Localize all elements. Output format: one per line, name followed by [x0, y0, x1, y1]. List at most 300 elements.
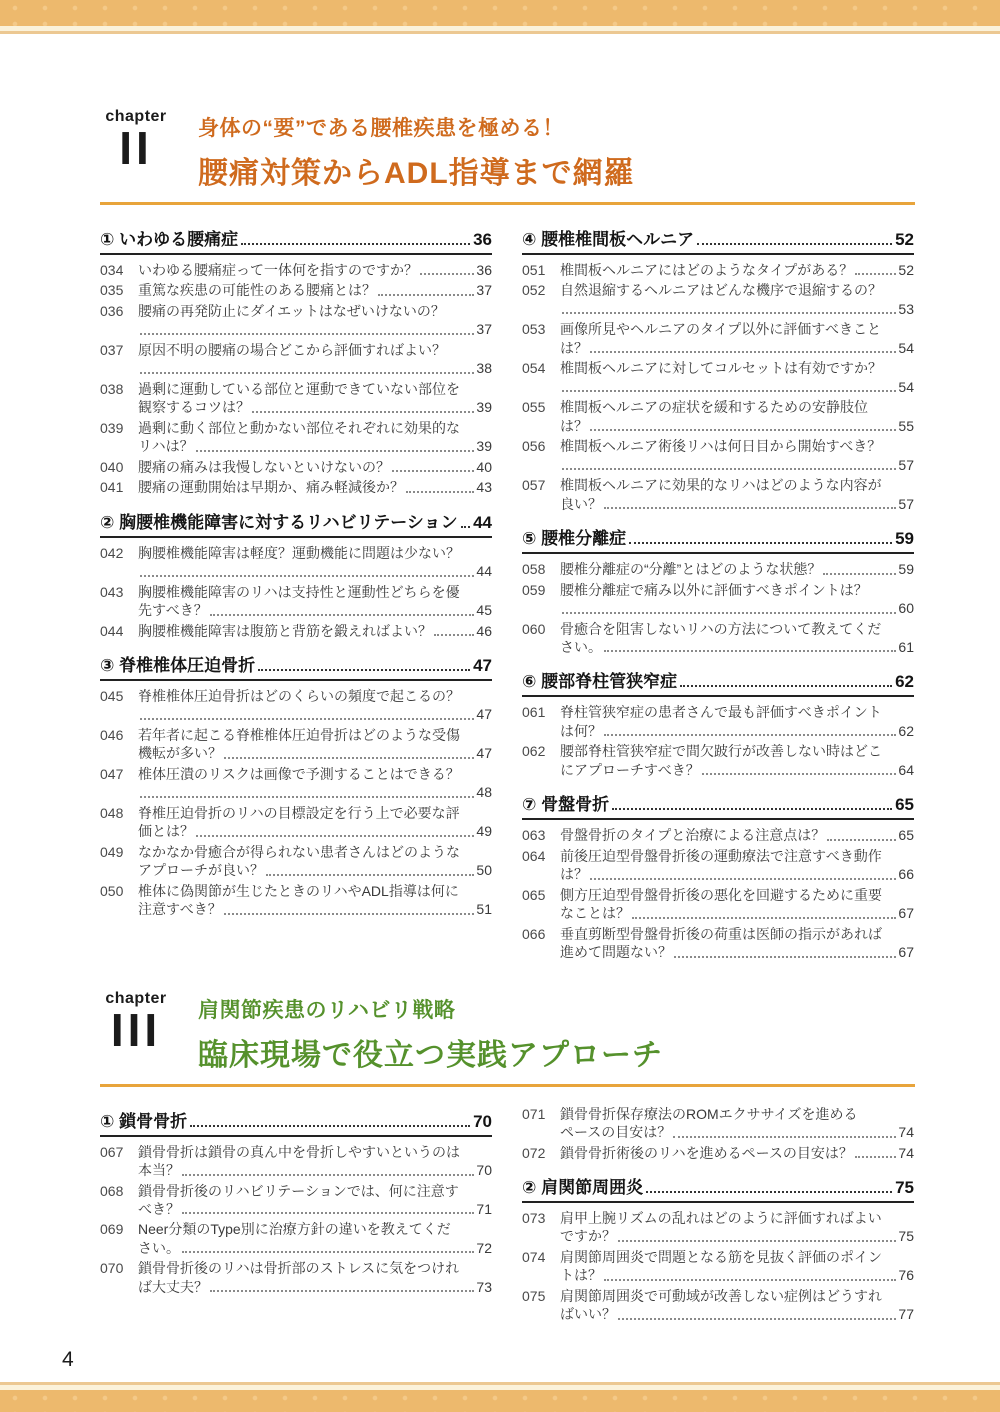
entry-lastline: [138, 900, 492, 918]
entry-body: [560, 826, 914, 844]
toc-section-heading: [100, 225, 492, 255]
entry-text: 先すべき？: [138, 602, 208, 619]
entry-body: [138, 478, 492, 496]
dot-leader: [562, 312, 896, 314]
entry-body: [138, 1143, 492, 1180]
entry-text: 前後圧迫型骨盤骨折後の運動療法で注意すべき動作: [560, 847, 882, 864]
entry-lastline: [560, 943, 914, 961]
toc-entry: [522, 281, 914, 318]
dot-leader: [590, 429, 896, 431]
section-title: ② 胸腰椎機能障害に対するリハビリテーション: [100, 512, 458, 532]
entry-number: 046: [100, 726, 124, 743]
entry-lastline: [560, 339, 914, 357]
entry-text: 注意すべき？: [138, 901, 222, 918]
entry-lastline: [560, 417, 914, 435]
entry-page-number: 52: [898, 262, 914, 278]
chapter-2-mark: [100, 108, 172, 174]
toc-entry: [100, 544, 492, 581]
entry-text: 腰椎分離症で痛み以外に評価すべきポイントは？: [560, 581, 868, 598]
entry-number: 064: [522, 847, 546, 864]
entry-page-number: 54: [898, 339, 914, 356]
dot-leader: [420, 273, 474, 275]
entry-page-number: 40: [476, 458, 492, 475]
entry-page-number: 71: [476, 1201, 492, 1217]
entry-page-number: 67: [898, 944, 914, 961]
dot-leader: [190, 1125, 470, 1127]
entry-number: 048: [100, 804, 124, 821]
entry-body: [138, 622, 492, 640]
entry-number: 052: [522, 282, 546, 299]
toc-entry: [522, 925, 914, 962]
toc-column-left: [100, 223, 492, 964]
entry-page-number: 45: [476, 602, 492, 619]
entry-text: 肩関節周囲炎で問題となる筋を見抜く評価のポイン: [560, 1248, 882, 1265]
entry-lastline: [138, 437, 492, 455]
section-page-number: 70: [473, 1111, 492, 1131]
toc-entry: [100, 478, 492, 496]
entry-text: は？: [560, 339, 588, 356]
page-number: 4: [62, 1348, 74, 1371]
entry-lastline: [560, 1305, 914, 1323]
entry-text: 脊椎椎体圧迫骨折はどのくらいの頻度で起こるの？: [138, 687, 460, 704]
entry-text: 骨癒合を阻害しないリハの方法について教えてくだ: [560, 620, 882, 637]
entry-page-number: 57: [898, 495, 914, 512]
entry-body: [560, 1209, 914, 1246]
entry-text: 本当？: [138, 1162, 180, 1179]
section-page-number: 52: [895, 230, 914, 249]
entry-number: 062: [522, 743, 546, 760]
entry-page-number: 47: [476, 745, 492, 762]
dot-leader: [434, 634, 474, 636]
entry-lastline: [138, 562, 492, 580]
toc-entry: [522, 437, 914, 474]
entry-number: 057: [522, 477, 546, 494]
chapter-numeral: III: [110, 1003, 162, 1056]
entry-body: [560, 581, 914, 618]
entry-page-number: 39: [476, 438, 492, 455]
page-content: [0, 34, 1000, 1326]
chapter-2-titles: [198, 108, 635, 192]
toc-entry: [522, 742, 914, 779]
entry-text: 過剰に運動している部位と運動できていない部位を: [138, 380, 460, 397]
entry-body: [138, 882, 492, 919]
entry-text: ですか？: [560, 1228, 616, 1245]
toc-entry: [100, 843, 492, 880]
chapter-2-header: [100, 108, 915, 192]
dot-leader: [140, 372, 474, 374]
entry-body: [560, 320, 914, 357]
dot-leader: [210, 1290, 474, 1292]
dot-leader: [562, 612, 896, 614]
entry-number: 075: [522, 1287, 546, 1304]
entry-body: [138, 281, 492, 299]
entry-text: 椎間板ヘルニアに対してコルセットは有効ですか？: [560, 360, 882, 377]
entry-body: [138, 458, 492, 476]
entry-text: ば大丈夫？: [138, 1278, 208, 1295]
entry-number: 067: [100, 1143, 124, 1160]
toc-section-heading: [522, 667, 914, 697]
entry-body: [560, 1105, 914, 1142]
entry-page-number: 37: [476, 282, 492, 299]
dot-leader: [680, 685, 892, 687]
entry-body: [560, 925, 914, 962]
dot-leader: [196, 835, 474, 837]
entry-number: 045: [100, 687, 124, 704]
entry-text: 骨盤骨折のタイプと治療による注意点は？: [560, 827, 826, 844]
dot-leader: [252, 411, 474, 413]
entry-number: 056: [522, 438, 546, 455]
toc-entry: [100, 302, 492, 339]
entry-number: 043: [100, 583, 124, 600]
dot-leader: [604, 650, 896, 652]
section-page-number: 47: [473, 655, 492, 675]
section-page-number: 59: [895, 529, 914, 549]
dot-leader: [378, 294, 474, 296]
toc-entry: [522, 703, 914, 740]
dot-leader: [210, 614, 475, 616]
entry-page-number: 60: [898, 600, 914, 617]
entry-text: 胸腰椎機能障害は腹筋と背筋を鍛えればよい？: [138, 622, 432, 639]
entry-body: [138, 726, 492, 763]
chapter-label: chapter: [105, 108, 167, 125]
entry-number: 050: [100, 882, 124, 899]
entry-text: 脊椎圧迫骨折のリハの目標設定を行う上で必要な評: [138, 804, 460, 821]
toc-chapter-2: [100, 223, 915, 964]
entry-text: リハは？: [138, 438, 194, 455]
entry-lastline: [560, 300, 914, 318]
entry-text: いわゆる腰痛症って一体何を指すのですか？: [138, 262, 418, 278]
entry-page-number: 36: [476, 262, 492, 278]
entry-page-number: 38: [476, 360, 492, 377]
entry-body: [560, 398, 914, 435]
entry-body: [138, 1220, 492, 1257]
toc-entry: [522, 261, 914, 279]
dot-leader: [702, 773, 897, 775]
dot-leader: [266, 874, 474, 876]
entry-lastline: [138, 1239, 492, 1257]
toc-entry: [100, 687, 492, 724]
dot-leader: [406, 491, 474, 493]
toc-entry: [100, 1143, 492, 1180]
entry-page-number: 44: [476, 563, 492, 580]
entry-lastline: [560, 378, 914, 396]
entry-text: トは？: [560, 1267, 602, 1284]
toc-entry: [522, 398, 914, 435]
entry-page-number: 37: [476, 321, 492, 338]
toc-entry: [522, 1248, 914, 1285]
entry-lastline: [560, 261, 914, 279]
entry-number: 039: [100, 419, 124, 436]
dot-leader: [562, 468, 896, 470]
section-page-number: 44: [473, 512, 492, 532]
dot-leader: [827, 839, 896, 841]
entry-number: 051: [522, 262, 546, 278]
entry-text: 椎体圧潰のリスクは画像で予測することはできる？: [138, 765, 460, 782]
chapter-divider-rule: [100, 1084, 915, 1087]
toc-entry: [522, 581, 914, 618]
entry-text: 椎体に偽関節が生じたときのリハやADL指導は何に: [138, 882, 459, 899]
entry-text: 観察するコツは？: [138, 399, 250, 416]
entry-body: [560, 359, 914, 396]
entry-number: 073: [522, 1210, 546, 1226]
entry-lastline: [138, 601, 492, 619]
toc-section-heading: [522, 790, 914, 820]
entry-text: Neer分類のType別に治療方針の違いを教えてくだ: [138, 1221, 451, 1238]
chapter-title: 腰痛対策からADL指導まで網羅: [198, 157, 635, 190]
entry-text: は？: [560, 866, 588, 883]
entry-number: 049: [100, 843, 124, 860]
entry-number: 037: [100, 341, 124, 358]
decorative-border-band: [0, 1390, 1000, 1412]
entry-body: [560, 742, 914, 779]
entry-body: [138, 341, 492, 378]
entry-body: [560, 1287, 914, 1324]
entry-text: なかなか骨癒合が得られない患者さんはどのような: [138, 843, 460, 860]
entry-text: さい。: [560, 638, 602, 655]
entry-lastline: [560, 722, 914, 740]
entry-page-number: 57: [898, 456, 914, 473]
section-title: ⑤ 腰椎分離症: [522, 529, 627, 549]
section-page-number: 65: [895, 795, 914, 815]
entry-text: 過剰に動く部位と動かない部位それぞれに効果的な: [138, 419, 460, 436]
entry-text: 胸腰椎機能障害のリハは支持性と運動性どちらを優: [138, 583, 460, 600]
entry-lastline: [138, 822, 492, 840]
entry-number: 058: [522, 561, 546, 578]
entry-number: 055: [522, 399, 546, 416]
chapter-subtitle: 肩関節疾患のリハビリ戦略: [198, 998, 456, 1022]
entry-page-number: 67: [898, 905, 914, 922]
entry-page-number: 43: [476, 479, 492, 496]
entry-text: 肩甲上腕リズムの乱れはどのように評価すればよい: [560, 1210, 882, 1226]
entry-page-number: 73: [476, 1278, 492, 1295]
entry-body: [138, 380, 492, 417]
dot-leader: [604, 1279, 896, 1281]
chapter-divider-rule: [100, 202, 915, 205]
dot-leader: [604, 734, 896, 736]
dot-leader: [258, 669, 470, 671]
entry-lastline: [138, 861, 492, 879]
entry-page-number: 55: [898, 417, 914, 434]
entry-body: [560, 261, 914, 279]
entry-page-number: 51: [476, 901, 492, 918]
entry-lastline: [560, 761, 914, 779]
entry-text: 価とは？: [138, 823, 194, 840]
dot-leader: [562, 390, 896, 392]
entry-body: [560, 560, 914, 578]
dot-leader: [182, 1174, 474, 1176]
entry-number: 072: [522, 1144, 546, 1161]
entry-text: 自然退縮するヘルニアはどんな機序で退縮するの？: [560, 282, 882, 299]
toc-section-heading: [522, 524, 914, 554]
entry-text: 画像所見やヘルニアのタイプ以外に評価すべきこと: [560, 321, 882, 338]
section-title: ⑥ 腰部脊柱管狭窄症: [522, 672, 678, 692]
entry-lastline: [138, 281, 492, 299]
entry-lastline: [138, 320, 492, 338]
dot-leader: [646, 1191, 892, 1193]
dot-leader: [629, 542, 892, 544]
dot-leader: [461, 526, 470, 528]
toc-entry: [522, 826, 914, 844]
toc-entry: [522, 1105, 914, 1142]
entry-body: [560, 476, 914, 513]
entry-number: 054: [522, 360, 546, 377]
toc-entry: [100, 281, 492, 299]
entry-lastline: [560, 495, 914, 513]
toc-entry: [100, 726, 492, 763]
toc-entry: [100, 1182, 492, 1219]
toc-chapter-3: [100, 1105, 915, 1326]
entry-text: 椎間板ヘルニア術後リハは何日目から開始すべき？: [560, 438, 882, 455]
entry-body: [138, 544, 492, 581]
entry-page-number: 75: [898, 1228, 914, 1245]
decorative-border-top: [0, 0, 1000, 26]
entry-number: 053: [522, 321, 546, 338]
entry-body: [560, 703, 914, 740]
entry-page-number: 46: [476, 622, 492, 639]
entry-page-number: 53: [898, 300, 914, 317]
entry-body: [560, 281, 914, 318]
entry-text: 腰痛の運動開始は早期か、痛み軽減後か？: [138, 479, 404, 496]
entry-lastline: [138, 744, 492, 762]
entry-lastline: [138, 622, 492, 640]
entry-text: 椎間板ヘルニアに効果的なリハはどのような内容が: [560, 477, 882, 494]
entry-lastline: [138, 1278, 492, 1296]
entry-page-number: 76: [898, 1267, 914, 1284]
section-title: ① いわゆる腰痛症: [100, 230, 239, 249]
entry-body: [138, 843, 492, 880]
entry-text: 垂直剪断型骨盤骨折後の荷重は医師の指示があれば: [560, 925, 882, 942]
entry-text: さい。: [138, 1239, 180, 1256]
entry-text: 腰部脊柱管狭窄症で間欠跛行が改善しない時はどこ: [560, 743, 882, 760]
entry-number: 036: [100, 302, 124, 319]
entry-body: [560, 1248, 914, 1285]
entry-text: 肩関節周囲炎で可動域が改善しない症例はどうすれ: [560, 1287, 882, 1304]
entry-text: 進めて問題ない？: [560, 944, 672, 961]
dot-leader: [823, 573, 896, 575]
entry-text: 若年者に起こる脊椎椎体圧迫骨折はどのような受傷: [138, 726, 460, 743]
chapter-subtitle: 身体の“要”である腰椎疾患を極める！: [198, 117, 564, 140]
entry-lastline: [138, 478, 492, 496]
dot-leader: [697, 243, 892, 245]
entry-text: 鎖骨骨折は鎖骨の真ん中を骨折しやすいというのは: [138, 1143, 460, 1160]
entry-page-number: 59: [898, 561, 914, 578]
dot-leader: [140, 333, 474, 335]
entry-body: [560, 886, 914, 923]
entry-page-number: 39: [476, 399, 492, 416]
entry-lastline: [138, 261, 492, 279]
entry-lastline: [560, 599, 914, 617]
entry-page-number: 62: [898, 722, 914, 739]
chapter-label: chapter: [105, 989, 167, 1007]
entry-number: 070: [100, 1260, 124, 1277]
section-title: ④ 腰椎椎間板ヘルニア: [522, 230, 695, 249]
entry-text: 鎖骨骨折後のリハは骨折部のストレスに気をつけれ: [138, 1260, 460, 1277]
dot-leader: [618, 1318, 896, 1320]
dot-leader: [590, 878, 896, 880]
entry-text: 側方圧迫型骨盤骨折後の悪化を回避するために重要: [560, 886, 882, 903]
toc-entry: [100, 765, 492, 802]
entry-lastline: [560, 1144, 914, 1162]
dot-leader: [224, 913, 475, 915]
entry-lastline: [138, 398, 492, 416]
entry-lastline: [138, 1161, 492, 1179]
toc-entry: [100, 341, 492, 378]
toc-entry: [522, 620, 914, 657]
dot-leader: [632, 917, 896, 919]
toc-section-heading: [522, 1173, 914, 1203]
entry-text: 重篤な疾患の可能性のある腰痛とは？: [138, 282, 376, 299]
toc-entry: [522, 886, 914, 923]
entry-page-number: 61: [898, 638, 914, 655]
entry-number: 065: [522, 886, 546, 903]
dot-leader: [182, 1212, 474, 1214]
entry-text: ペースの目安は？: [560, 1124, 672, 1141]
toc-entry: [100, 804, 492, 841]
entry-lastline: [560, 1227, 914, 1245]
entry-number: 060: [522, 620, 546, 637]
chapter-title: 臨床現場で役立つ実践アプローチ: [198, 1038, 663, 1072]
section-title: ③ 脊椎椎体圧迫骨折: [100, 655, 256, 675]
entry-page-number: 74: [898, 1124, 914, 1141]
section-page-number: 62: [895, 672, 914, 692]
toc-entry: [100, 380, 492, 417]
entry-number: 071: [522, 1105, 546, 1122]
entry-body: [138, 1182, 492, 1219]
entry-lastline: [560, 865, 914, 883]
entry-lastline: [138, 458, 492, 476]
toc-entry: [100, 419, 492, 456]
entry-number: 061: [522, 704, 546, 721]
dot-leader: [182, 1251, 474, 1253]
entry-text: は何？: [560, 722, 602, 739]
dot-leader: [855, 273, 896, 275]
entry-text: 鎖骨骨折術後のリハを進めるペースの目安は？: [560, 1144, 853, 1161]
toc-entry: [522, 1209, 914, 1246]
toc-section-heading: [100, 508, 492, 538]
entry-text: 椎間板ヘルニアの症状を緩和するための安静肢位: [560, 399, 868, 416]
entry-lastline: [138, 359, 492, 377]
entry-number: 042: [100, 544, 124, 561]
dot-leader: [140, 718, 474, 720]
toc-column-right: [522, 223, 914, 964]
entry-body: [138, 687, 492, 724]
entry-lastline: [560, 560, 914, 578]
entry-number: 041: [100, 479, 124, 496]
toc-entry: [522, 320, 914, 357]
chapter-3-mark: [100, 989, 172, 1056]
chapter-numeral: II: [119, 122, 153, 174]
dot-leader: [224, 757, 474, 759]
entry-text: 腰椎分離症の“分離”とはどのような状態？: [560, 561, 822, 578]
toc-entry: [100, 261, 492, 279]
entry-lastline: [560, 826, 914, 844]
toc-entry: [100, 1220, 492, 1257]
toc-section-heading: [100, 651, 492, 681]
entry-body: [560, 1144, 914, 1162]
chapter-3-titles: [198, 990, 663, 1074]
entry-page-number: 48: [476, 784, 492, 801]
entry-page-number: 77: [898, 1306, 914, 1323]
section-title: ⑦ 骨盤骨折: [522, 795, 610, 815]
entry-text: べき？: [138, 1201, 180, 1217]
entry-lastline: [560, 456, 914, 474]
chapter-3-header: [100, 990, 915, 1074]
toc-column-left: [100, 1105, 492, 1326]
entry-number: 068: [100, 1182, 124, 1199]
entry-text: アプローチが良い？: [138, 862, 264, 879]
entry-page-number: 72: [476, 1239, 492, 1256]
entry-lastline: [560, 638, 914, 656]
